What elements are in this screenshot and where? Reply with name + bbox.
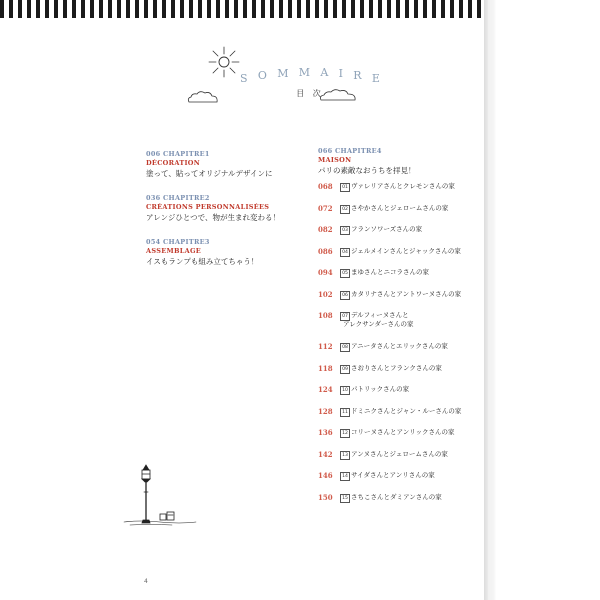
page-number: 086	[318, 246, 333, 256]
page-number: 150	[318, 492, 333, 502]
chapter-description: イスもランプも組み立てちゃう！	[146, 257, 259, 266]
page-number: 136	[318, 428, 333, 437]
item-number-badge: 12	[340, 429, 350, 438]
list-item	[318, 450, 488, 472]
chapter-description: アレンジひとつで、物が生まれ変わる！	[146, 213, 281, 222]
list-item	[318, 247, 488, 269]
item-number-badge: 07	[340, 312, 350, 321]
list-item	[318, 385, 488, 407]
title-letter: O	[257, 69, 267, 82]
top-stripe-border	[0, 0, 484, 18]
chapter-name: ASSEMBLAGE	[146, 247, 202, 255]
sommaire-title	[240, 68, 380, 108]
item-title: デルフィーヌさんと	[351, 311, 409, 319]
title-letters	[240, 68, 380, 84]
item-number-badge: 11	[340, 408, 350, 417]
chapter-description: パリの素敵なおうちを拝見！	[318, 166, 416, 175]
chapter-4	[318, 147, 416, 176]
page-number: 108	[318, 311, 333, 320]
item-title: ヴァレリアさんとクレモンさんの家	[351, 182, 455, 190]
item-title: まゆさんとニコラさんの家	[351, 268, 429, 276]
chapter-code: 006 CHAPITRE1	[146, 150, 210, 158]
item-title-line2: アレクサンダーさんの家	[343, 320, 414, 328]
item-title: ジェルメインさんとジャックさんの家	[351, 246, 461, 255]
page-number: 094	[318, 268, 333, 277]
list-item	[318, 182, 488, 204]
list-item	[318, 342, 488, 364]
title-letter: M	[277, 67, 289, 80]
page-number: 118	[318, 363, 333, 373]
item-title: サイダさんとアンリさんの家	[351, 471, 435, 479]
item-title: コリーヌさんとアンリックさんの家	[351, 428, 455, 436]
title-letter: M	[298, 66, 311, 79]
chapter-1	[146, 150, 272, 179]
page-number: 102	[318, 289, 333, 299]
item-title: アニータさんとエリックさんの家	[351, 342, 448, 350]
chapter-name: MAISON	[318, 156, 352, 164]
title-subtitle: 目 次	[296, 89, 324, 98]
list-item	[318, 204, 488, 226]
cloud-icon	[186, 90, 220, 104]
item-number-badge: 04	[340, 248, 350, 257]
street-lamp-illustration	[120, 462, 200, 532]
list-item	[318, 407, 488, 429]
item-title: パトリックさんの家	[351, 385, 410, 393]
list-item	[318, 311, 488, 342]
page-number: 072	[318, 203, 333, 213]
page-number: 128	[318, 406, 333, 416]
chapter-3	[146, 238, 258, 267]
item-title: さちこさんとダミアンさんの家	[351, 492, 442, 501]
page-number: 146	[318, 471, 333, 480]
item-number-badge: 09	[340, 365, 350, 374]
item-title: さおりさんとフランクさんの家	[351, 363, 442, 372]
title-letter: E	[371, 72, 380, 85]
chapter-code: 066 CHAPITRE4	[318, 147, 382, 155]
page-number: 082	[318, 225, 333, 234]
page-folio: 4	[144, 578, 148, 585]
next-page-edge	[488, 0, 600, 600]
list-item	[318, 364, 488, 386]
page-number: 112	[318, 342, 333, 351]
item-number-badge: 06	[340, 291, 350, 300]
chapter-name: CRÉATIONS PERSONNALISÉES	[146, 203, 270, 211]
list-item	[318, 428, 488, 450]
item-title: ドミニクさんとジャン・ルーさんの家	[351, 406, 462, 415]
item-title: アンヌさんとジェロームさんの家	[351, 449, 448, 458]
chapter-2	[146, 194, 280, 223]
item-number-badge: 01	[340, 183, 350, 192]
sun-icon	[206, 44, 242, 80]
list-item	[318, 471, 488, 493]
item-number-badge: 05	[340, 269, 350, 278]
page-number: 142	[318, 449, 333, 459]
list-item	[318, 268, 488, 290]
item-title: さやかさんとジェロームさんの家	[351, 203, 449, 212]
item-number-badge: 10	[340, 386, 350, 395]
house-list	[318, 182, 488, 514]
list-item	[318, 225, 488, 247]
chapter-code: 054 CHAPITRE3	[146, 238, 210, 246]
chapter-code: 036 CHAPITRE2	[146, 194, 210, 202]
chapter-name: DÉCORATION	[146, 159, 200, 167]
page-number: 124	[318, 385, 333, 394]
title-letter: I	[338, 67, 343, 80]
title-letter: A	[320, 66, 329, 79]
page-number: 068	[318, 182, 333, 191]
item-number-badge: 15	[340, 494, 350, 503]
list-item	[318, 493, 488, 515]
title-letter: S	[240, 72, 248, 85]
item-number-badge: 13	[340, 451, 350, 460]
item-title: カタリナさんとアントワーヌさんの家	[351, 289, 462, 298]
item-number-badge: 03	[340, 226, 350, 235]
list-item	[318, 290, 488, 312]
chapter-description: 塗って、貼ってオリジナルデザインに	[146, 169, 273, 178]
item-number-badge: 08	[340, 343, 350, 352]
title-letter: R	[353, 69, 362, 82]
item-number-badge: 02	[340, 205, 350, 214]
item-number-badge: 14	[340, 472, 350, 481]
item-title: フランソワーズさんの家	[351, 225, 423, 233]
